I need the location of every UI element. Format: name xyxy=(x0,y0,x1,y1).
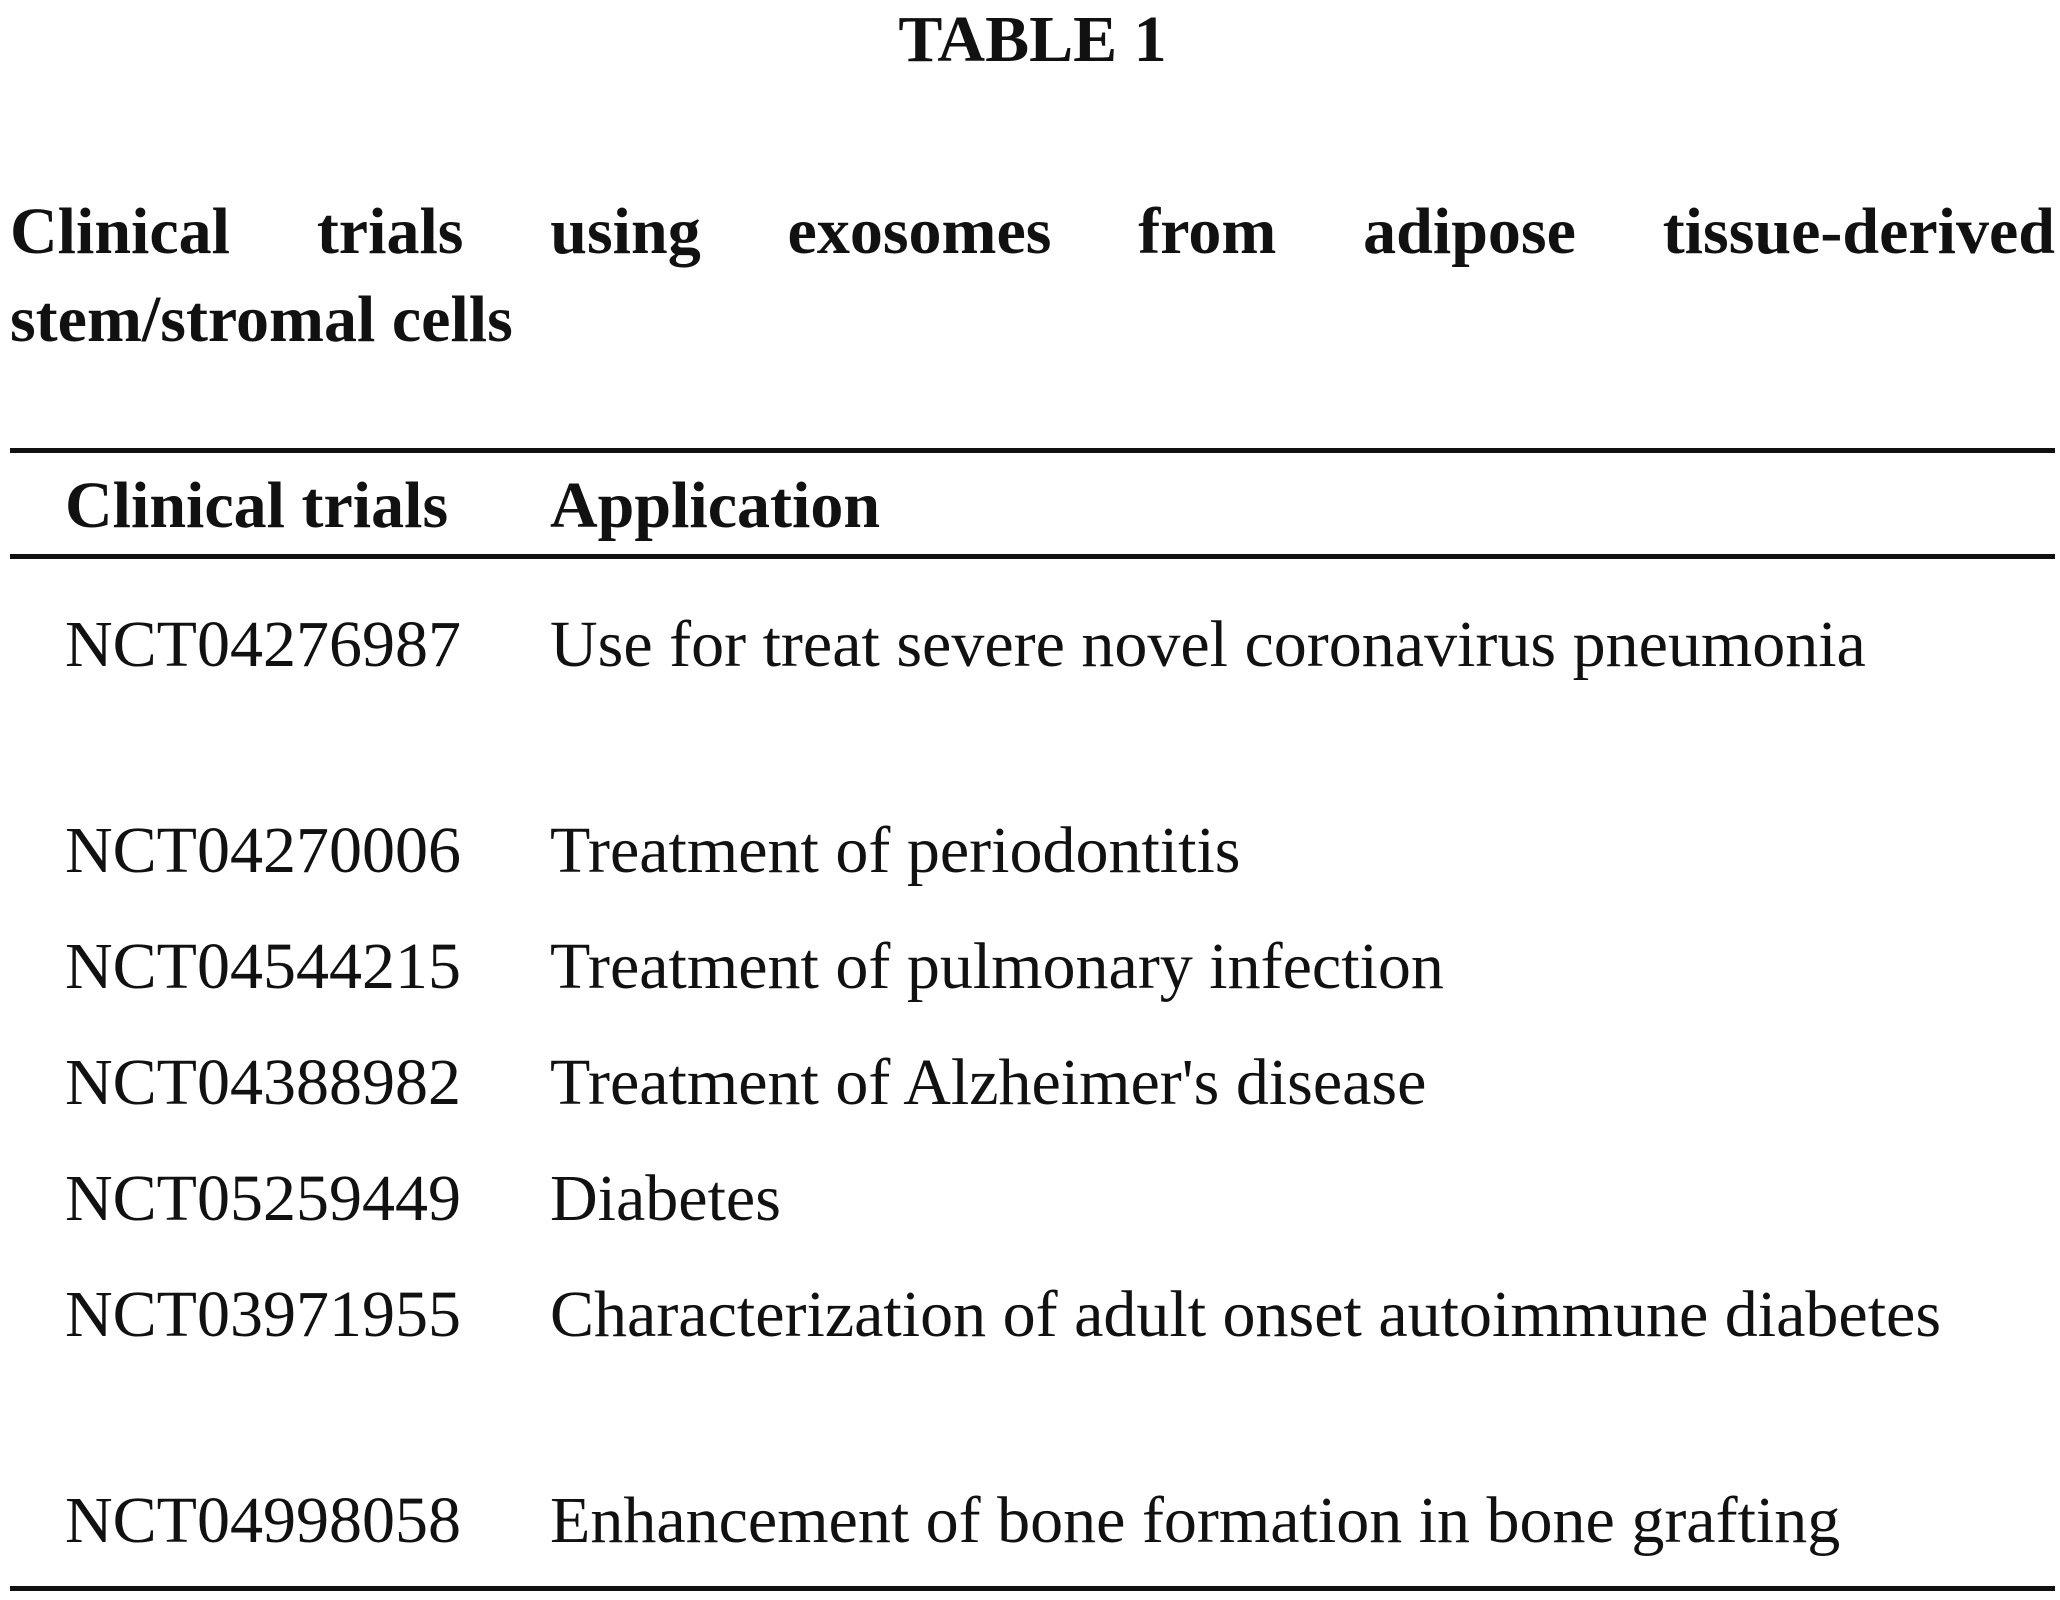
table-header-row xyxy=(10,462,2055,550)
caption-word: adipose xyxy=(1363,195,1576,268)
table-row xyxy=(10,1154,2055,1244)
application-cell: Characterization of adult onset autoimmune diabetes xyxy=(550,1278,1942,1351)
trial-id-cell: NCT03971955 xyxy=(65,1278,461,1351)
trial-id-cell: NCT04270006 xyxy=(65,814,461,887)
application-cell: Diabetes xyxy=(550,1162,781,1235)
caption-word: Clinical xyxy=(10,195,231,268)
trial-id-cell: NCT04276987 xyxy=(65,608,461,681)
caption-word: trials xyxy=(316,195,464,268)
table-row xyxy=(10,922,2055,1012)
table-row xyxy=(10,600,2055,780)
table-row xyxy=(10,806,2055,896)
application-cell: Treatment of Alzheimer's disease xyxy=(550,1046,1427,1119)
table-row xyxy=(10,1476,2055,1566)
table-header-rule xyxy=(10,554,2055,559)
application-cell: Treatment of pulmonary infection xyxy=(550,930,1444,1003)
application-cell: Treatment of periodontitis xyxy=(550,814,1241,887)
caption-word: from xyxy=(1138,195,1277,268)
trial-id-cell: NCT05259449 xyxy=(65,1162,461,1235)
caption-line-1 xyxy=(10,188,2055,276)
table-number: TABLE 1 xyxy=(898,3,1167,76)
table-row xyxy=(10,1038,2055,1128)
table-page xyxy=(10,0,2055,1600)
table-body xyxy=(10,600,2055,1592)
table-row xyxy=(10,1270,2055,1450)
table-bottom-rule xyxy=(10,1586,2055,1591)
caption-word: using xyxy=(550,195,701,268)
caption-word: exosomes xyxy=(787,195,1052,268)
trial-id-cell: NCT04544215 xyxy=(65,930,461,1003)
column-header-application: Application xyxy=(550,469,881,542)
column-header-clinical-trials: Clinical trials xyxy=(65,469,449,542)
caption-word: tissue-derived xyxy=(1662,195,2055,268)
application-cell: Use for treat severe novel coronavirus pneumonia xyxy=(550,608,1866,681)
application-cell: Enhancement of bone formation in bone grafting xyxy=(550,1484,1841,1557)
table-caption xyxy=(10,188,2055,364)
trial-id-cell: NCT04998058 xyxy=(65,1484,461,1557)
caption-line-2: stem/stromal cells xyxy=(10,283,513,356)
trial-id-cell: NCT04388982 xyxy=(65,1046,461,1119)
table-top-rule xyxy=(10,448,2055,453)
